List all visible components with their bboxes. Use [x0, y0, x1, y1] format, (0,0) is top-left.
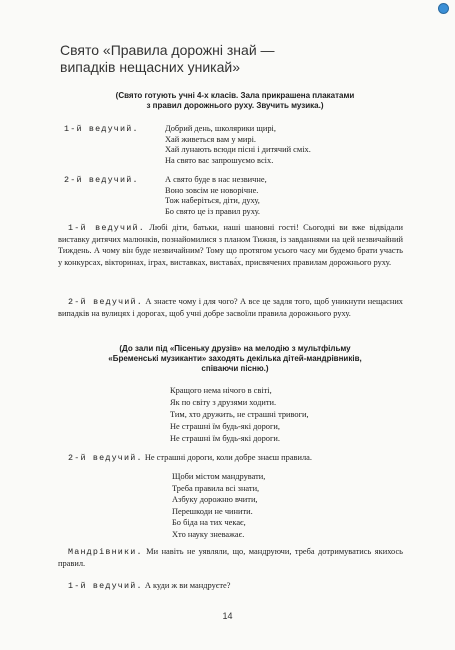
verse-line: Хай живеться вам у мирі.: [165, 134, 257, 144]
song-line: Перешкоди не чинити.: [172, 506, 253, 516]
speaker-lead-2: 2-й ведучий.: [64, 175, 139, 185]
paragraph-text: А знаєте чому і для чого? А все це задля того, щоб уникнути нещасних випадків на вулицях і дорогах, щоб учні добре засвоїли правила дорожнього руху.: [58, 297, 403, 319]
verse-line: А свято буде в нас незвичне,: [165, 175, 267, 184]
song-direction-line-3: співаючи пісню.): [201, 364, 269, 373]
verse-line: Бо свято це із правил руху.: [165, 206, 261, 216]
paragraph-text: Не страшні дороги, коли добре знаєш правила.: [142, 453, 312, 462]
title-line-2: випадків нещасних уникай»: [60, 59, 240, 75]
song-direction-line-1: (До зали під «Пісеньку друзів» на мелодію з мультфільму: [119, 344, 351, 353]
song-line: Азбуку дорожню вчити,: [172, 495, 258, 504]
verse-line: Добрий день, школярики щирі,: [165, 124, 276, 133]
verse-line: Тож наберіться, діти, духу,: [165, 196, 260, 206]
intro-stage-direction: [70, 91, 400, 111]
paragraph-3: [58, 452, 403, 464]
song-stage-direction: [70, 344, 400, 374]
song-verse-1: [170, 385, 309, 445]
speaker-lead-1: 1-й ведучий.: [64, 124, 139, 134]
intro-direction-line-2: з правил дорожнього руху. Звучить музика.): [146, 101, 324, 110]
song-line: Хто науку зневажає.: [172, 529, 245, 539]
paragraph-text: А куди ж ви мандруєте?: [142, 581, 231, 590]
paragraph-speaker: 1-й ведучий.: [68, 223, 145, 233]
paragraph-text: Ми навіть не уявляли, що, мандруючи, треба дотримуватись якихось правил.: [58, 547, 403, 569]
document-title: [60, 42, 360, 76]
verse-line: Воно зовсім не новорічне.: [165, 185, 259, 195]
paragraph-speaker: 2-й ведучий.: [68, 453, 143, 463]
song-line: Бо біда на тих чекає,: [172, 518, 246, 527]
song-line: Не страшні їм будь-які дороги.: [170, 434, 280, 443]
song-verse-2: [172, 471, 265, 540]
intro-direction-line-1: (Свято готують учні 4-х класів. Зала прикрашена плакатами: [115, 91, 355, 100]
song-line: Тим, хто дружить, не страшні тривоги,: [170, 410, 309, 419]
corner-logo-icon: [438, 3, 449, 14]
song-line: Кращого нема нічого в світі,: [170, 386, 272, 395]
page-number: 14: [222, 611, 233, 621]
paragraph-speaker: Мандрівники.: [68, 547, 143, 557]
verse-line: Хай лунають всюди пісні і дитячий сміх.: [165, 145, 311, 155]
title-line-1: Свято «Правила дорожні знай —: [60, 42, 275, 58]
song-line: Щоби містом мандрувати,: [172, 472, 266, 481]
song-line: Як по світу з друзями ходити.: [170, 398, 277, 407]
paragraph-text: Любі діти, батьки, наші шановні гості! Сьогодні ви вже відвідали виставку дитячих малюнків, познайомилися з планом Тижня, із завданнями на цей незвичайний Тиждень. А чому він буде незвичайним? Тому що протягом усього часу ми будемо брати участь у конкурсах, вікторинах, іграх, виставках, вистава́х, присвячених правилам дорожнього руху.: [58, 223, 403, 267]
lead-1-verse: [165, 124, 311, 166]
paragraph-5: [58, 580, 403, 592]
paragraph-2: [58, 296, 403, 319]
song-line: Не страшні їм будь-які дороги,: [170, 422, 280, 431]
song-line: Треба правила всі знати,: [172, 483, 260, 493]
paragraph-1: [58, 222, 403, 268]
verse-line: На свято вас запрошуємо всіх.: [165, 155, 274, 165]
song-direction-line-2: «Бременські музиканти» заходять декілька дітей-мандрівників,: [108, 354, 362, 363]
paragraph-speaker: 2-й ведучий.: [68, 297, 143, 307]
paragraph-speaker: 1-й ведучий.: [68, 581, 143, 591]
paragraph-4: [58, 546, 403, 569]
lead-2-verse: [165, 175, 267, 217]
